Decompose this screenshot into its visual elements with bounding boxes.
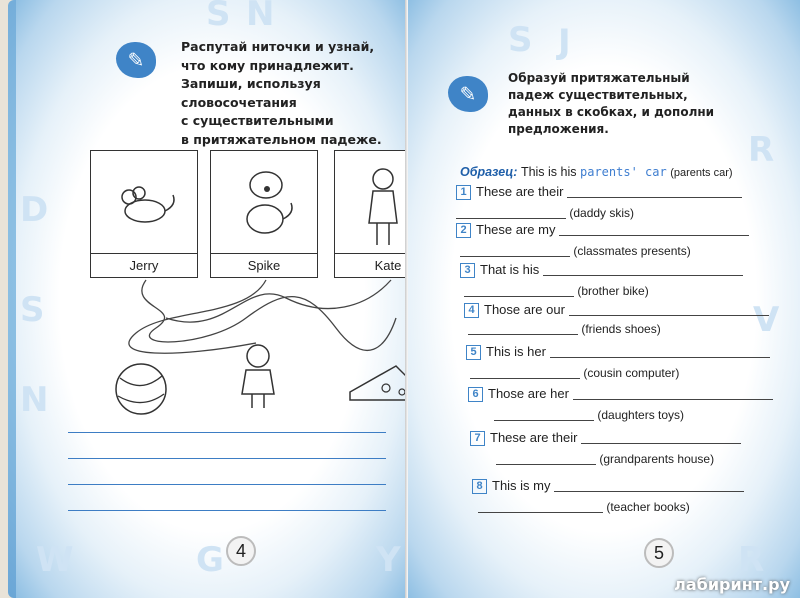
example-answer: parents' car (580, 165, 667, 179)
answer-blank[interactable] (496, 453, 596, 465)
answer-blank[interactable] (554, 480, 744, 492)
page-number: 5 (644, 538, 674, 568)
girl-icon (355, 163, 408, 253)
exercise-2: 2 These are my (456, 222, 749, 238)
page-number: 4 (226, 536, 256, 566)
ball-icon (112, 360, 170, 418)
workbook-spread (8, 0, 792, 598)
answer-blank[interactable] (567, 186, 742, 198)
left-page (16, 0, 408, 598)
exercise-3-hint: (brother bike) (464, 284, 649, 298)
example-text: This is his (520, 165, 577, 179)
example-hint: (parents car) (670, 167, 733, 179)
background-letter: Y (376, 540, 401, 580)
exercise-8-hint: (teacher books) (478, 500, 690, 514)
background-letter: S (20, 290, 45, 330)
card-jerry (90, 150, 198, 278)
answer-blank[interactable] (460, 245, 570, 257)
exercise-6: 6 Those are her (468, 386, 773, 402)
answer-line[interactable] (68, 458, 386, 459)
exercise-7: 7 These are their (470, 430, 741, 446)
answer-blank[interactable] (550, 346, 770, 358)
exercise-4-hint: (friends shoes) (468, 322, 661, 336)
doll-icon (234, 342, 282, 412)
exercise-7-hint: (grandparents house) (496, 452, 714, 466)
answer-blank[interactable] (464, 285, 574, 297)
card-name: Kate (335, 253, 408, 277)
exercise-3: 3 That is his (460, 262, 743, 278)
card-name: Jerry (91, 253, 197, 277)
exercise-5-hint: (cousin computer) (470, 366, 679, 380)
background-letter: N (20, 380, 49, 420)
pencil-icon: ✎ (448, 76, 488, 112)
background-letter: W (36, 540, 74, 580)
answer-blank[interactable] (456, 207, 566, 219)
answer-blank[interactable] (468, 323, 578, 335)
exercise-8: 8 This is my (472, 478, 744, 494)
left-instruction: Распутай ниточки и узнай, что кому принадлежит. Запиши, используя словосочетания с существительными в притяжательном падеже. (181, 39, 382, 147)
background-letter: S (206, 0, 231, 34)
background-letter: G (196, 540, 224, 580)
answer-line[interactable] (68, 432, 386, 433)
right-instruction: Образуй притяжательный падеж существительных, данных в скобках, и дополни предложения. (508, 71, 715, 136)
exercise-2-hint: (classmates presents) (460, 244, 691, 258)
answer-blank[interactable] (581, 432, 741, 444)
exercise-5: 5 This is her (466, 344, 770, 360)
exercise-1-hint: (daddy skis) (456, 206, 634, 220)
background-letter: R (738, 540, 765, 580)
dog-icon (231, 163, 301, 243)
background-letter: R (748, 130, 775, 170)
card-kate (334, 150, 408, 278)
answer-blank[interactable] (573, 388, 773, 400)
answer-blank[interactable] (543, 264, 743, 276)
answer-blank[interactable] (494, 409, 594, 421)
exercise-1: 1 These are their (456, 184, 742, 200)
background-letter: J (558, 22, 571, 62)
card-name: Spike (211, 253, 317, 277)
cheese-icon (346, 362, 408, 406)
answer-blank[interactable] (478, 501, 603, 513)
answer-line[interactable] (68, 484, 386, 485)
card-spike (210, 150, 318, 278)
watermark: лабиринт.ру (674, 575, 790, 594)
background-letter: V (753, 300, 780, 340)
background-letter: S (508, 20, 533, 60)
example-row (460, 165, 733, 179)
answer-blank[interactable] (470, 367, 580, 379)
example-label: Образец: (460, 165, 518, 179)
answer-line[interactable] (68, 510, 386, 511)
exercise-4: 4 Those are our (464, 302, 769, 318)
answer-blank[interactable] (569, 304, 769, 316)
pencil-icon: ✎ (116, 42, 156, 78)
background-letter: D (20, 190, 49, 230)
background-letter: N (246, 0, 275, 34)
right-page (408, 0, 800, 598)
exercise-6-hint: (daughters toys) (494, 408, 684, 422)
answer-blank[interactable] (559, 224, 749, 236)
mouse-icon (111, 163, 181, 233)
